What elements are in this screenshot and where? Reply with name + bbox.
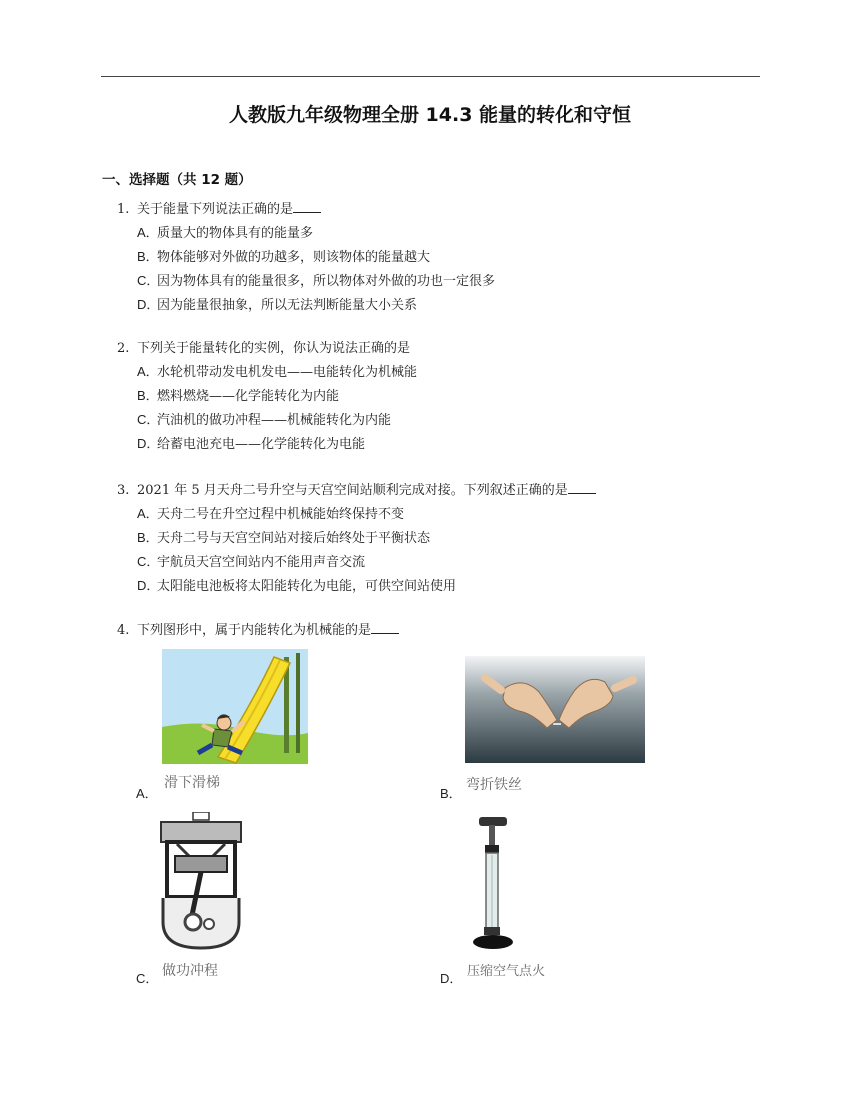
question-number: 3. [117,483,130,498]
slide-illustration [162,649,308,764]
question-1 [117,198,495,317]
page-title: 人教版九年级物理全册 14.3 能量的转化和守恒 [228,104,632,126]
option-b[interactable]: B．物体能够对外做的功越多，则该物体的能量越大 [137,249,431,265]
figure-b-caption: 弯折铁丝 [466,777,522,793]
option-a[interactable]: A．质量大的物体具有的能量多 [137,225,314,241]
question-3 [117,479,596,598]
bending-wire-illustration [465,656,645,763]
question-stem: 下列关于能量转化的实例，你认为说法正确的是 [137,341,411,356]
figure-a-letter[interactable]: A． [136,786,158,801]
option-d[interactable]: D．给蓄电池充电——化学能转化为电能 [137,436,366,452]
figure-d-caption: 压缩空气点火 [467,964,546,979]
engine-illustration [157,812,245,952]
option-d[interactable]: D．太阳能电池板将太阳能转化为电能，可供空间站使用 [137,578,457,594]
question-stem: 下列图形中，属于内能转化为机械能的是 [137,623,372,638]
figure-c-letter[interactable]: C． [136,971,159,986]
option-b[interactable]: B．燃料燃烧——化学能转化为内能 [137,388,340,404]
figure-b-letter[interactable]: B． [440,786,462,801]
option-a[interactable]: A．水轮机带动发电机发电——电能转化为机械能 [137,364,418,380]
air-pump-illustration [472,815,522,955]
option-a[interactable]: A．天舟二号在升空过程中机械能始终保持不变 [137,506,405,522]
option-c[interactable]: C．因为物体具有的能量很多，所以物体对外做的功也一定很多 [137,273,496,289]
question-number: 4. [117,623,130,638]
option-c[interactable]: C．宇航员天宫空间站内不能用声音交流 [137,554,366,570]
figure-d-letter[interactable]: D． [440,971,463,986]
figure-a-caption: 滑下滑梯 [164,775,220,791]
question-number: 1. [117,202,130,217]
question-stem: 2021 年 5 月天舟二号升空与天宫空间站顺利完成对接。下列叙述正确的是 [137,483,568,498]
question-2 [117,337,417,456]
section-heading: 一、选择题（共 12 题） [102,172,252,188]
figure-c-caption: 做功冲程 [162,963,218,979]
answer-blank[interactable] [293,200,321,213]
answer-blank[interactable] [371,621,399,634]
header-rule [101,76,760,77]
question-number: 2. [117,341,130,356]
question-4 [117,619,399,642]
question-stem: 关于能量下列说法正确的是 [137,202,294,217]
option-b[interactable]: B．天舟二号与天宫空间站对接后始终处于平衡状态 [137,530,431,546]
option-d[interactable]: D．因为能量很抽象，所以无法判断能量大小关系 [137,297,418,313]
answer-blank[interactable] [568,481,596,494]
option-c[interactable]: C．汽油机的做功冲程——机械能转化为内能 [137,412,392,428]
